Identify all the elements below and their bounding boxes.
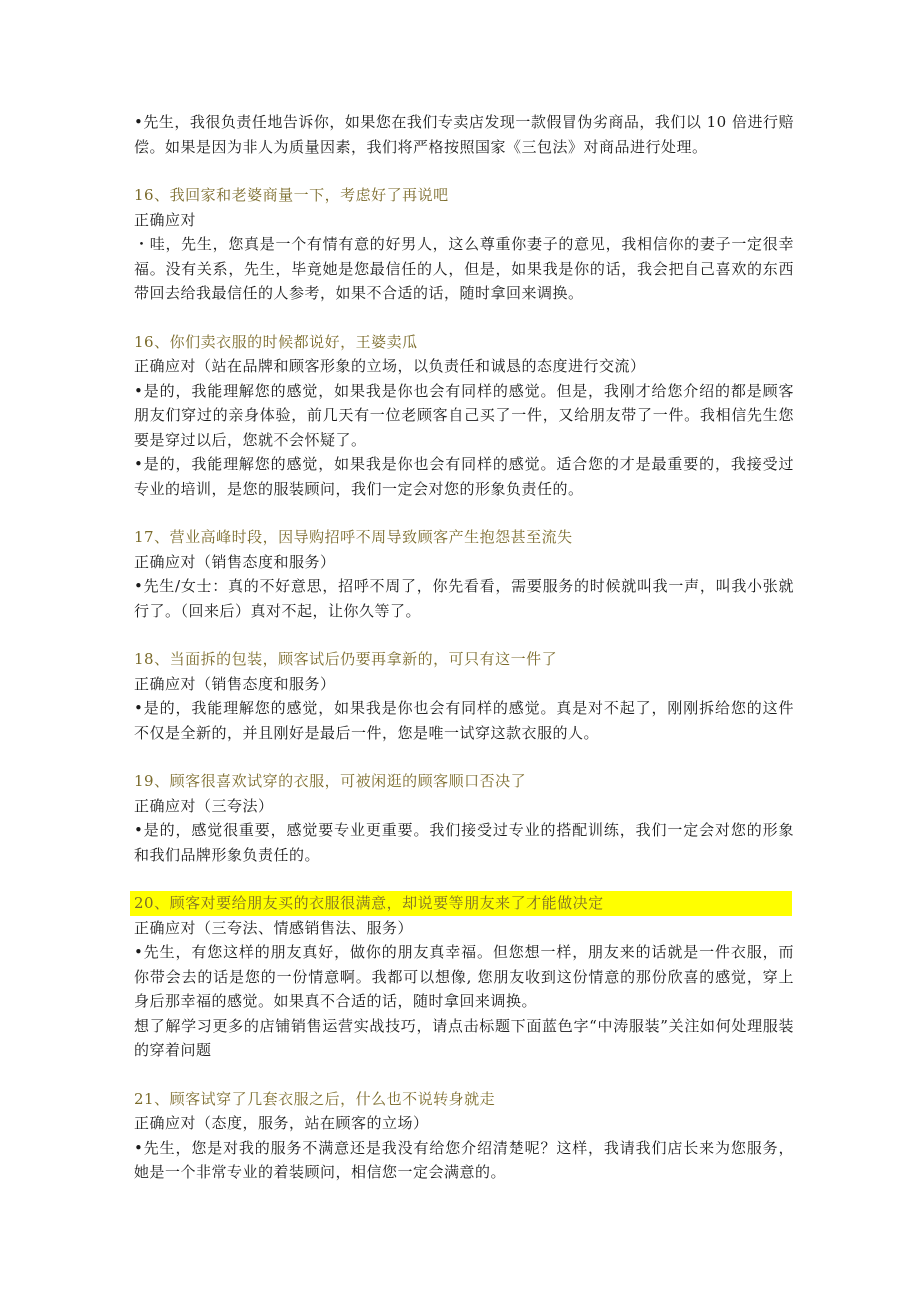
- response-label: 正确应对（三夸法、情感销售法、服务）: [134, 918, 414, 937]
- section-heading: 19、顾客很喜欢试穿的衣服，可被闲逛的顾客顺口否决了: [134, 772, 527, 790]
- response-label: 正确应对（站在品牌和顾客形象的立场，以负责任和诚恳的态度进行交流）: [134, 357, 646, 375]
- response-label: 正确应对（态度，服务，站在顾客的立场）: [134, 1114, 429, 1132]
- paragraph: •是的，我能理解您的感觉，如果我是你也会有同样的感觉。但是，我刚才给您介绍的都是顾客朋友们穿过的亲身体验，前几天有一位老顾客自己买了一件，又给朋友带了一件。我相信先生您要是穿过以后，您就不会怀疑了。: [134, 381, 794, 449]
- section-16-praise: [134, 330, 794, 502]
- section-19: [134, 769, 794, 867]
- paragraph: •先生，您是对我的服务不满意还是我没有给您介绍清楚呢？这样，我请我们店长来为您服务，她是一个非常专业的着装顾问，相信您一定会满意的。: [134, 1138, 794, 1181]
- section-18: [134, 647, 794, 745]
- document-content: [134, 110, 794, 1209]
- paragraph: •是的，感觉很重要，感觉要专业更重要。我们接受过专业的搭配训练，我们一定会对您的形象和我们品牌形象负责任的。: [134, 821, 794, 864]
- section-17: [134, 525, 794, 623]
- section-16-wife: [134, 183, 794, 306]
- section-heading: 16、你们卖衣服的时候都说好，王婆卖瓜: [134, 332, 418, 351]
- section-20: [134, 891, 794, 1063]
- response-label: 正确应对（销售态度和服务）: [134, 674, 336, 693]
- paragraph: •先生/女士：真的不好意思，招呼不周了，你先看看，需要服务的时候就叫我一声，叫我小张就行了。（回来后）真对不起，让你久等了。: [134, 577, 794, 620]
- section-heading-highlighted: 20、顾客对要给朋友买的衣服很满意，却说要等朋友来了才能做决定: [134, 894, 604, 912]
- paragraph: •先生，我很负责任地告诉你，如果您在我们专卖店发现一款假冒伪劣商品，我们以 10 倍进行赔偿。如果是因为非人为质量因素，我们将严格按照国家《三包法》对商品进行处理。: [134, 113, 794, 156]
- section-heading: 17、营业高峰时段，因导购招呼不周导致顾客产生抱怨甚至流失: [134, 528, 573, 546]
- section-warranty: [134, 110, 794, 159]
- section-heading: 21、顾客试穿了几套衣服之后，什么也不说转身就走: [134, 1089, 496, 1108]
- response-label: 正确应对（销售态度和服务）: [134, 552, 336, 571]
- response-label: 正确应对: [134, 210, 197, 229]
- section-21: [134, 1087, 794, 1185]
- paragraph: •先生，有您这样的朋友真好，做你的朋友真幸福。但您想一样，朋友来的话就是一件衣服，而你带会去的话是您的一份情意啊。我都可以想像, 您朋友收到这份情意的那份欣喜的感觉，穿上身后那幸福的感觉。如果真不合适的话，随时拿回来调换。: [134, 943, 794, 1010]
- paragraph: ・哇，先生，您真是一个有情有意的好男人，这么尊重你妻子的意见，我相信你的妻子一定很幸福。没有关系，先生，毕竟她是您最信任的人，但是，如果我是你的话，我会把自己喜欢的东西带回去给我最信任的人参考，如果不合适的话，随时拿回来调换。: [134, 235, 794, 302]
- paragraph: •是的，我能理解您的感觉，如果我是你也会有同样的感觉。适合您的才是最重要的，我接受过专业的培训，是您的服装顾问，我们一定会对您的形象负责任的。: [134, 455, 794, 498]
- promo-paragraph: 想了解学习更多的店铺销售运营实战技巧，请点击标题下面蓝色字“中涛服装”关注如何处理服装的穿着问题: [134, 1016, 794, 1059]
- section-heading: 16、我回家和老婆商量一下，考虑好了再说吧: [134, 186, 449, 204]
- section-heading: 18、当面拆的包装，顾客试后仍要再拿新的，可只有这一件了: [134, 650, 558, 668]
- paragraph: •是的，我能理解您的感觉，如果我是你也会有同样的感觉。真是对不起了，刚刚拆给您的这件不仅是全新的，并且刚好是最后一件，您是唯一试穿这款衣服的人。: [134, 699, 794, 742]
- response-label: 正确应对（三夸法）: [134, 796, 274, 815]
- highlight-bar: [130, 891, 792, 916]
